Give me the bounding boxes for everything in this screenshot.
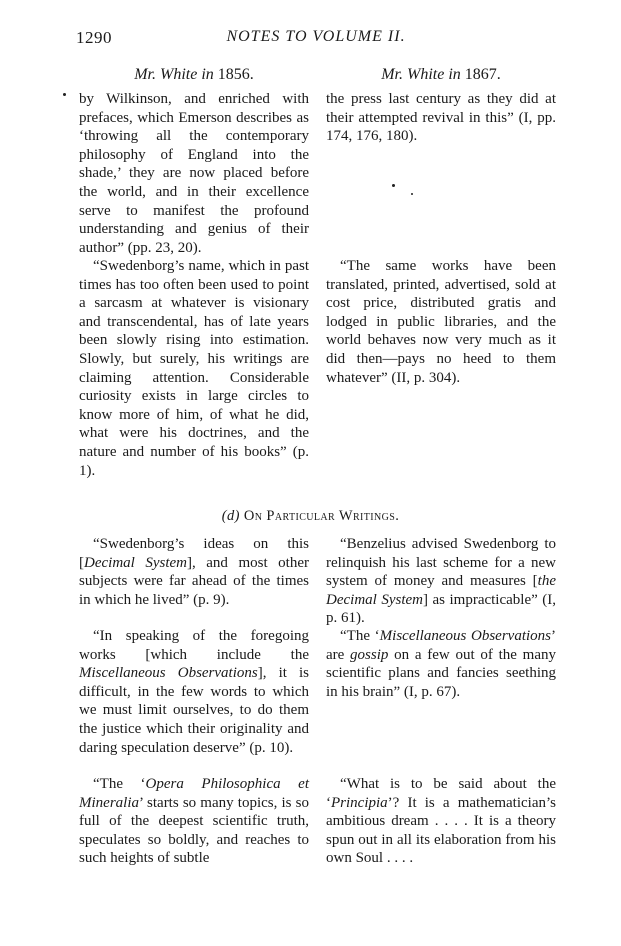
right-paragraph-3: “Benzelius advised Swedenborg to relinquish his last scheme for a new system of money and measures [the Decimal System] as impracticable” (I, p. 61). xyxy=(326,536,557,627)
left-paragraph-5: “The ‘Opera Philosophica et Mineralia’ starts so many topics, is so full of the deepest scientific truth, speculates so boldly, and reaches to such heights of subtle xyxy=(79,776,309,867)
ink-speck xyxy=(63,93,66,96)
ink-speck xyxy=(411,193,413,195)
section-heading: (d) On Particular Writings. xyxy=(221,508,400,524)
right-paragraph-1: the press last century as they did at their attempted revival in this” (I, pp. 174, 176, 180). xyxy=(326,91,556,145)
left-paragraph-4: “In speaking of the foregoing works [which include the Miscellaneous Observations], it is difficult, in the few words to which we must limit ourselves, to do them the justice which their originality and daring speculation deserve” (p. 10). xyxy=(79,628,309,756)
running-head: NOTES TO VOLUME II. xyxy=(226,28,406,45)
left-paragraph-1: by Wilkinson, and enriched with prefaces, which Emerson describes as ‘throwing all the contemporary philosophy of England into the shade,’ they are now placed before the world, and in their excellence serve to manifest the profound understanding and genius of their author” (pp. 23, 20). xyxy=(79,91,309,256)
left-paragraph-3: “Swedenborg’s ideas on this [Decimal System], and most other subjects were far ahead of the times in which he lived” (p. 9). xyxy=(79,536,309,608)
page-number: 1290 xyxy=(76,28,112,47)
left-paragraph-2: “Swedenborg’s name, which in past times has too often been used to point a sarcasm at whatever is visionary and transcendental, has of late years been slowly rising into estimation. Slowly, but surely, his writings are claiming attention. Considerable curiosity exists in large circles to know more of him, of what he did, what were his doctrines, and the nature and number of his books” (p. 1). xyxy=(79,258,309,479)
right-column-heading: Mr. White in 1867. xyxy=(381,66,501,83)
right-paragraph-5: “What is to be said about the ‘Principia’? It is a mathematician’s ambitious dream . . . . It is a theory spun out in all its elaboration from his own Soul . . . . xyxy=(326,776,556,867)
right-paragraph-2: “The same works have been translated, printed, advertised, sold at cost price, distributed gratis and lodged in public libraries, and the world behaves now very much as it did then—pays no heed to them whatever” (II, p. 304). xyxy=(326,258,556,386)
left-column-heading: Mr. White in 1856. xyxy=(134,66,254,83)
right-paragraph-4: “The ‘Miscellaneous Observations’ are gossip on a few out of the many scientific plans and fancies seething in his brain” (I, p. 67). xyxy=(326,628,556,700)
page-header xyxy=(76,28,556,52)
ink-speck xyxy=(392,184,395,187)
